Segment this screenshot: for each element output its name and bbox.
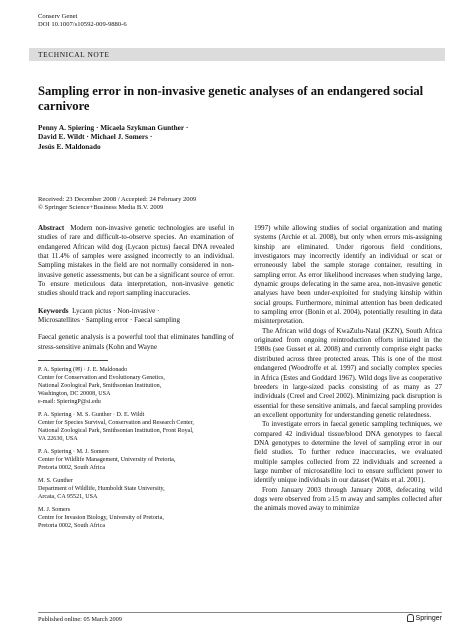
left-column <box>38 224 234 530</box>
affiliation-line: National Zoological Park, Smithsonian Institution, Front Royal, <box>38 428 194 435</box>
copyright-line: © Springer Science+Business Media B.V. 2009 <box>38 204 164 212</box>
body-paragraph: The African wild dogs of KwaZulu-Natal (KZN), South Africa originated from ongoing reintroduction efforts initiated in the 1980s (see Gusset et al. 2008) and currently comprise eight packs distributed across three protected areas. This is one of the most endangered (Woodroffe et al. 1997) and socially complex species in Africa (Estes and Goddard 1967). Wild dogs live as cooperative breeders in large-sized packs consisting of as many as 27 individuals (Creel and Creel 2002). Minimizing pack disruption is essential for these sensitive animals, and faecal sampling provides an excellent opportunity for understanding genetic relatedness. <box>254 326 442 419</box>
keywords <box>38 307 234 326</box>
affiliation-line: M. S. Gunther <box>38 478 73 485</box>
footer-divider <box>38 612 442 613</box>
affiliation-line: P. A. Spiering (✉) · J. E. Maldonado <box>38 367 128 374</box>
email-link[interactable]: e-mail: SpieringP@si.edu <box>38 399 101 406</box>
body-paragraph: 1997) while allowing studies of social organization and mating systems (Archie et al. 2008), but only when errors mis-assigning kinship are eliminated. Under rigorous field conditions, investigators may incorrectly identify an individual or scat or erroneously label the sample storage container, resulting in sampling error. As error likelihood increases when studying large, dynamic groups defecating in the same area, non-invasive genetic analyses have been under-exploited for studying kinship within social groups. Furthermore, minimal attention has been dedicated to sampling error (Bonin et al. 2004), potentially resulting in data misinterpretation. <box>254 224 442 326</box>
springer-horse-icon <box>407 614 414 622</box>
author-line: Penny A. Spiering · Micaela Szykman Gunther · <box>38 123 189 132</box>
published-online-date: Published online: 05 March 2009 <box>38 616 122 623</box>
author-line: David E. Wildt · Michael J. Somers · <box>38 132 153 142</box>
affiliation-line: P. A. Spiering · M. S. Gunther · D. E. Wildt <box>38 412 145 419</box>
right-column <box>254 224 442 514</box>
affiliation-block <box>38 448 234 472</box>
article-type-band: TECHNICAL NOTE <box>29 48 445 61</box>
article-title: Sampling error in non-invasive genetic analyses of an endangered social carnivore <box>38 84 424 113</box>
received-accepted-dates: Received: 23 December 2008 / Accepted: 24 February 2009 <box>38 196 197 203</box>
keywords-label: Keywords <box>38 306 69 315</box>
keywords-line-2: Microsatellites · Sampling error · Faecal sampling <box>38 316 181 325</box>
affiliation-line: Arcata, CA 95521, USA <box>38 494 98 501</box>
affiliation-block <box>38 366 234 406</box>
author-list <box>38 123 318 151</box>
affiliation-line: Center for Species Survival, Conservation and Research Center, <box>38 420 194 427</box>
affiliation-line: Center for Wildlife Management, University of Pretoria, <box>38 457 176 464</box>
affiliation-line: Department of Wildlife, Humboldt State University, <box>38 486 165 493</box>
affiliation-list <box>38 366 234 530</box>
author-line: Jesús E. Maldonado <box>38 141 101 151</box>
affiliation-line: VA 22630, USA <box>38 436 78 443</box>
body-paragraph: To investigate errors in faecal genetic sampling techniques, we compared 42 individual tissue/blood DNA genotypes to faecal DNA genotypes to determine the level of sampling error in our field studies. To further reduce inaccuracies, we evaluated multiple samples collected from 22 individuals and screened a large number of microsatellite loci to ensure sufficient power to identify unique individuals in our dataset (Waits et al. 2001). <box>254 420 442 485</box>
article-dates <box>38 196 196 213</box>
publisher-logo[interactable] <box>407 614 442 622</box>
affiliation-line: P. A. Spiering · M. J. Somers <box>38 449 109 456</box>
publisher-name: Springer <box>415 614 442 622</box>
intro-paragraph: Faecal genetic analysis is a powerful tool that eliminates handling of stress-sensitive animals (Kohn and Wayne <box>38 333 234 351</box>
affiliation-line: National Zoological Park, Smithsonian Institution, <box>38 383 162 390</box>
doi-link[interactable]: DOI 10.1007/s10592-009-9880-6 <box>38 21 127 29</box>
abstract-text: Modern non-invasive genetic technologies are useful in studies of rare and difficult-to-observe species. An examination of endangered African wild dog (Lycaon pictus) faecal DNA revealed that 11.4% of samples were assigned incorrectly to an individual. Sampling mistakes in the field are not normally considered in non-invasive genetic assessments, but can be a significant source of error. To ensure meticulous data interpretation, non-invasive genetic studies should track and report sampling inaccuracies. <box>38 224 234 298</box>
affiliation-block <box>38 411 234 443</box>
affiliation-line: Washington, DC 20008, USA <box>38 391 111 398</box>
abstract <box>38 224 234 299</box>
journal-name: Conserv Genet <box>38 13 78 20</box>
affiliation-line: Pretoria 0002, South Africa <box>38 465 106 472</box>
affiliation-block <box>38 506 234 530</box>
affiliation-line: M. J. Somers <box>38 507 71 514</box>
affiliation-divider <box>38 360 108 361</box>
affiliation-line: Center for Conservation and Evolutionary Genetics, <box>38 375 165 382</box>
keywords-line-1: Lycaon pictus · Non-invasive · <box>72 306 160 315</box>
journal-header <box>38 13 127 30</box>
affiliation-line: Pretoria 0002, South Africa <box>38 523 106 530</box>
affiliation-line: Centre for Invasion Biology, University of Pretoria, <box>38 515 164 522</box>
affiliation-block <box>38 477 234 501</box>
body-paragraph: From January 2003 through January 2008, defecating wild dogs were observed from ≥15 m away and samples collected after the animals moved away to minimize <box>254 485 442 513</box>
abstract-label: Abstract <box>38 224 65 232</box>
